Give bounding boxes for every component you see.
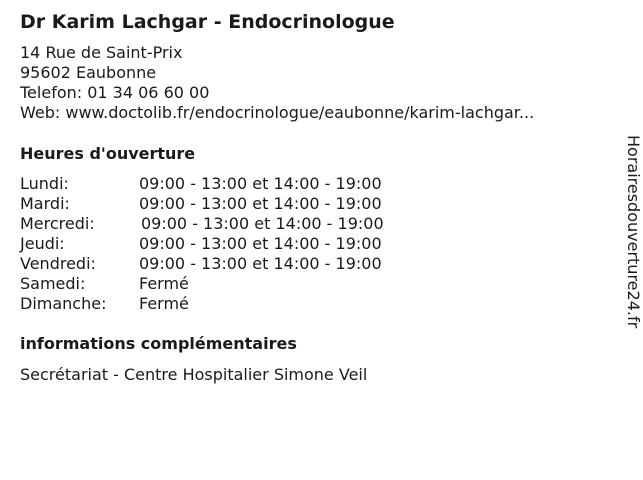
page-title: Dr Karim Lachgar - Endocrinologue <box>20 11 395 33</box>
opening-hours-heading: Heures d'ouverture <box>20 144 196 163</box>
day-hours: 09:00 - 13:00 et 14:00 - 19:00 <box>139 174 382 193</box>
day-label: Dimanche: <box>20 294 107 313</box>
day-label: Vendredi: <box>20 254 96 273</box>
day-label: Jeudi: <box>20 234 65 253</box>
day-hours: Fermé <box>139 274 189 293</box>
day-hours: Fermé <box>139 294 189 313</box>
day-hours: 09:00 - 13:00 et 14:00 - 19:00 <box>141 214 384 233</box>
additional-info-heading: informations complémentaires <box>20 334 297 353</box>
phone-number[interactable]: Telefon: 01 34 06 60 00 <box>20 83 210 102</box>
day-label: Samedi: <box>20 274 86 293</box>
day-hours: 09:00 - 13:00 et 14:00 - 19:00 <box>139 194 382 213</box>
address-street: 14 Rue de Saint-Prix <box>20 43 183 62</box>
day-label: Mercredi: <box>20 214 95 233</box>
day-hours: 09:00 - 13:00 et 14:00 - 19:00 <box>139 234 382 253</box>
address-block <box>20 43 534 123</box>
address-city: 95602 Eaubonne <box>20 63 157 82</box>
day-hours: 09:00 - 13:00 et 14:00 - 19:00 <box>139 254 382 273</box>
day-label: Lundi: <box>20 174 69 193</box>
additional-info-text: Secrétariat - Centre Hospitalier Simone Veil <box>20 365 368 384</box>
site-brand-vertical: Horairesdouverture24.fr <box>624 135 643 329</box>
website-link[interactable]: Web: www.doctolib.fr/endocrinologue/eaubonne/karim-lachgar... <box>20 103 535 122</box>
day-label: Mardi: <box>20 194 70 213</box>
